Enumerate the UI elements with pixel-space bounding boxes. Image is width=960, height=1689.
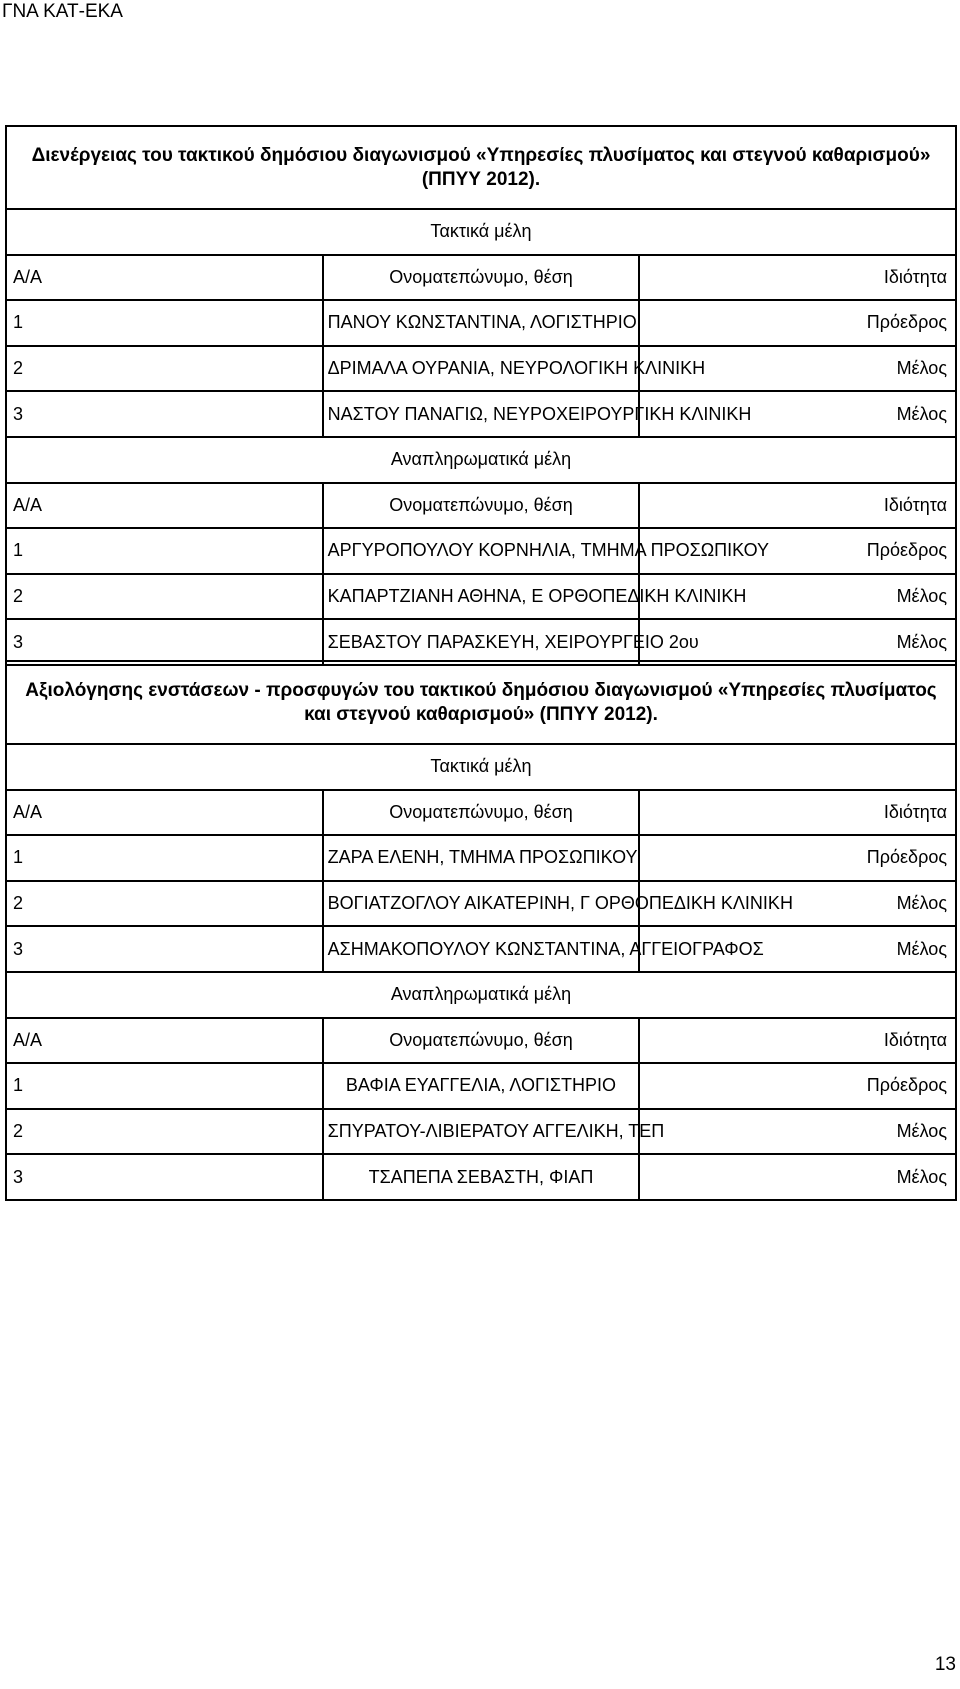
member-name: ΔΡΙΜΑΛΑ ΟΥΡΑΝΙΑ, ΝΕΥΡΟΛΟΓΙΚΗ ΚΛΙΝΙΚΗ [323, 346, 640, 392]
table-row [6, 1109, 956, 1155]
group-heading-row [6, 437, 956, 483]
row-index: 2 [6, 346, 323, 392]
row-index: 2 [6, 1109, 323, 1155]
row-index: 1 [6, 1063, 323, 1109]
table-row [6, 1154, 956, 1200]
member-name: ΒΟΓΙΑΤΖΟΓΛΟΥ ΑΙΚΑΤΕΡΙΝΗ, Γ ΟΡΘΟΠΕΔΙΚΗ ΚΛΙΝΙΚΗ [323, 881, 640, 927]
committee-title: Αξιολόγησης ενστάσεων - προσφυγών του τακτικού δημόσιου διαγωνισμού «Υπηρεσίες πλυσίματος και στεγνού καθαρισμού» (ΠΠΥΥ 2012). [6, 661, 956, 744]
member-role: Πρόεδρος [639, 300, 956, 346]
table-row [6, 300, 956, 346]
row-index: 3 [6, 926, 323, 972]
column-header-index: Α/Α [6, 1018, 323, 1064]
column-header-index: Α/Α [6, 255, 323, 301]
member-role: Μέλος [639, 926, 956, 972]
table-title-row [6, 126, 956, 209]
column-header-role: Ιδιότητα [639, 790, 956, 836]
group-heading: Αναπληρωματικά μέλη [6, 972, 956, 1018]
page-header: ΓΝΑ ΚΑΤ-ΕΚΑ [2, 1, 123, 22]
committee-title: Διενέργειας του τακτικού δημόσιου διαγωνισμού «Υπηρεσίες πλυσίματος και στεγνού καθαρισμού» (ΠΠΥΥ 2012). [6, 126, 956, 209]
table-row [6, 619, 956, 665]
row-index: 2 [6, 574, 323, 620]
table-row [6, 926, 956, 972]
row-index: 1 [6, 300, 323, 346]
group-heading-row [6, 744, 956, 790]
member-name: ΤΣΑΠΕΠΑ ΣΕΒΑΣΤΗ, ΦΙΑΠ [323, 1154, 640, 1200]
row-index: 1 [6, 835, 323, 881]
column-header-row [6, 255, 956, 301]
group-heading: Αναπληρωματικά μέλη [6, 437, 956, 483]
column-header-index: Α/Α [6, 483, 323, 529]
column-header-name: Ονοματεπώνυμο, θέση [323, 255, 640, 301]
column-header-row [6, 483, 956, 529]
table-title-row [6, 661, 956, 744]
column-header-index: Α/Α [6, 790, 323, 836]
member-name: ΝΑΣΤΟΥ ΠΑΝΑΓΙΩ, ΝΕΥΡΟΧΕΙΡΟΥΡΓΙΚΗ ΚΛΙΝΙΚΗ [323, 391, 640, 437]
committee-table [5, 660, 957, 1201]
column-header-name: Ονοματεπώνυμο, θέση [323, 483, 640, 529]
member-role: Μέλος [639, 391, 956, 437]
table-row [6, 574, 956, 620]
member-name: ΑΣΗΜΑΚΟΠΟΥΛΟΥ ΚΩΝΣΤΑΝΤΙΝΑ, ΑΓΓΕΙΟΓΡΑΦΟΣ [323, 926, 640, 972]
row-index: 3 [6, 391, 323, 437]
column-header-role: Ιδιότητα [639, 255, 956, 301]
row-index: 2 [6, 881, 323, 927]
member-name: ΖΑΡΑ ΕΛΕΝΗ, ΤΜΗΜΑ ΠΡΟΣΩΠΙΚΟΥ [323, 835, 640, 881]
member-role: Μέλος [639, 346, 956, 392]
group-heading-row [6, 209, 956, 255]
member-name: ΣΠΥΡΑΤΟΥ-ΛΙΒΙΕΡΑΤΟΥ ΑΓΓΕΛΙΚΗ, ΤΕΠ [323, 1109, 640, 1155]
member-role: Μέλος [639, 619, 956, 665]
column-header-name: Ονοματεπώνυμο, θέση [323, 1018, 640, 1064]
row-index: 1 [6, 528, 323, 574]
committee-table [5, 125, 957, 666]
member-name: ΠΑΝΟΥ ΚΩΝΣΤΑΝΤΙΝΑ, ΛΟΓΙΣΤΗΡΙΟ [323, 300, 640, 346]
column-header-row [6, 1018, 956, 1064]
member-name: ΚΑΠΑΡΤΖΙΑΝΗ ΑΘΗΝΑ, Ε ΟΡΘΟΠΕΔΙΚΗ ΚΛΙΝΙΚΗ [323, 574, 640, 620]
page-number: 13 [934, 1654, 956, 1675]
member-name: ΣΕΒΑΣΤΟΥ ΠΑΡΑΣΚΕΥΗ, ΧΕΙΡΟΥΡΓΕΙΟ 2ου [323, 619, 640, 665]
table-row [6, 881, 956, 927]
member-role: Πρόεδρος [639, 1063, 956, 1109]
member-role: Μέλος [639, 881, 956, 927]
member-role: Μέλος [639, 1154, 956, 1200]
column-header-role: Ιδιότητα [639, 483, 956, 529]
member-role: Πρόεδρος [639, 835, 956, 881]
table-row [6, 346, 956, 392]
member-role: Μέλος [639, 1109, 956, 1155]
member-name: ΒΑΦΙΑ ΕΥΑΓΓΕΛΙΑ, ΛΟΓΙΣΤΗΡΙΟ [323, 1063, 640, 1109]
column-header-name: Ονοματεπώνυμο, θέση [323, 790, 640, 836]
group-heading: Τακτικά μέλη [6, 744, 956, 790]
group-heading-row [6, 972, 956, 1018]
member-role: Μέλος [639, 574, 956, 620]
group-heading: Τακτικά μέλη [6, 209, 956, 255]
member-role: Πρόεδρος [639, 528, 956, 574]
table-row [6, 391, 956, 437]
column-header-role: Ιδιότητα [639, 1018, 956, 1064]
row-index: 3 [6, 619, 323, 665]
member-name: ΑΡΓΥΡΟΠΟΥΛΟΥ ΚΟΡΝΗΛΙΑ, ΤΜΗΜΑ ΠΡΟΣΩΠΙΚΟΥ [323, 528, 640, 574]
row-index: 3 [6, 1154, 323, 1200]
table-row [6, 835, 956, 881]
table-row [6, 1063, 956, 1109]
table-row [6, 528, 956, 574]
column-header-row [6, 790, 956, 836]
